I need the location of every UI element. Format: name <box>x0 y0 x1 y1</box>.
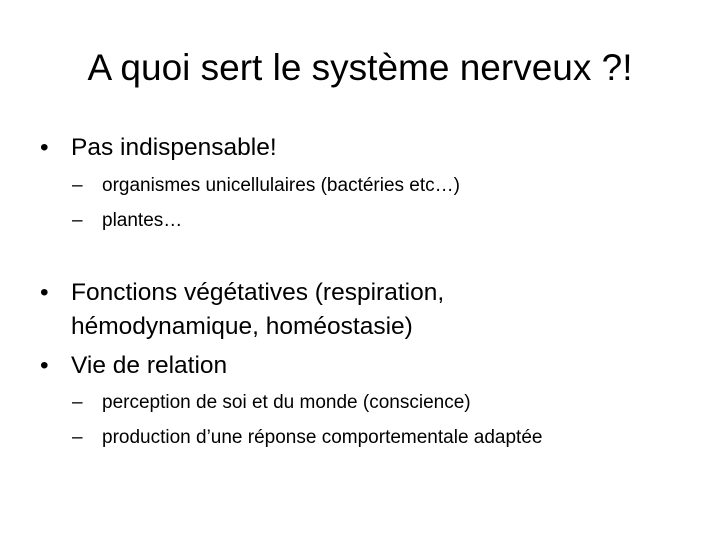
sub-item-text: production d’une réponse comportementale adaptée <box>102 427 543 448</box>
dash-icon: – <box>72 210 83 231</box>
sub-item-text: plantes… <box>102 210 183 231</box>
bullet-text: Fonctions végétatives (respiration, <box>71 279 445 306</box>
sub-item-text: organismes unicellulaires (bactéries etc…) <box>102 175 460 196</box>
slide-title: A quoi sert le système nerveux ?! <box>87 47 633 88</box>
bullet-icon: • <box>40 134 49 161</box>
dash-icon: – <box>72 392 83 413</box>
bullet-text-continuation: hémodynamique, homéostasie) <box>71 313 413 340</box>
sub-item-text: perception de soi et du monde (conscience) <box>102 392 471 413</box>
dash-icon: – <box>72 427 83 448</box>
bullet-icon: • <box>40 279 49 306</box>
bullet-text: Pas indispensable! <box>71 134 277 161</box>
bullet-text: Vie de relation <box>71 352 228 379</box>
dash-icon: – <box>72 175 83 196</box>
bullet-icon: • <box>40 352 49 379</box>
